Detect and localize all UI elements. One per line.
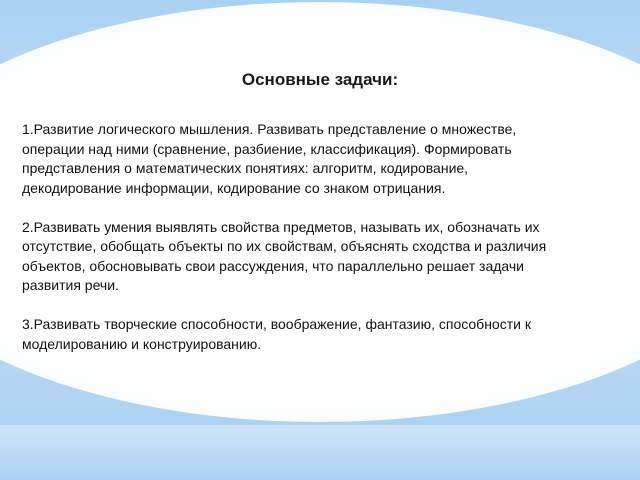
paragraph-1: 1.Развитие логического мышления. Развивать представление о множестве, операции над ними (сравнение, разбиение, классификация). Формировать представления о математических понятиях: алгоритм, кодирование, декодирование информации, кодирование со знаком отрицания. bbox=[22, 121, 517, 196]
paragraph-2: 2.Развивать умения выявлять свойства предметов, называть их, обозначать их отсутствие, обобщать объекты по их свойствам, объяснять сходства и различия объектов, обосновывать свои рассуждения, что параллельно решает задачи развития речи. bbox=[22, 218, 547, 293]
slide-body bbox=[22, 120, 622, 374]
slide-title: Основные задачи: bbox=[241, 70, 399, 89]
paragraph-3: 3.Развивать творческие способности, воображение, фантазию, способности к моделированию и конструированию. bbox=[22, 316, 531, 352]
